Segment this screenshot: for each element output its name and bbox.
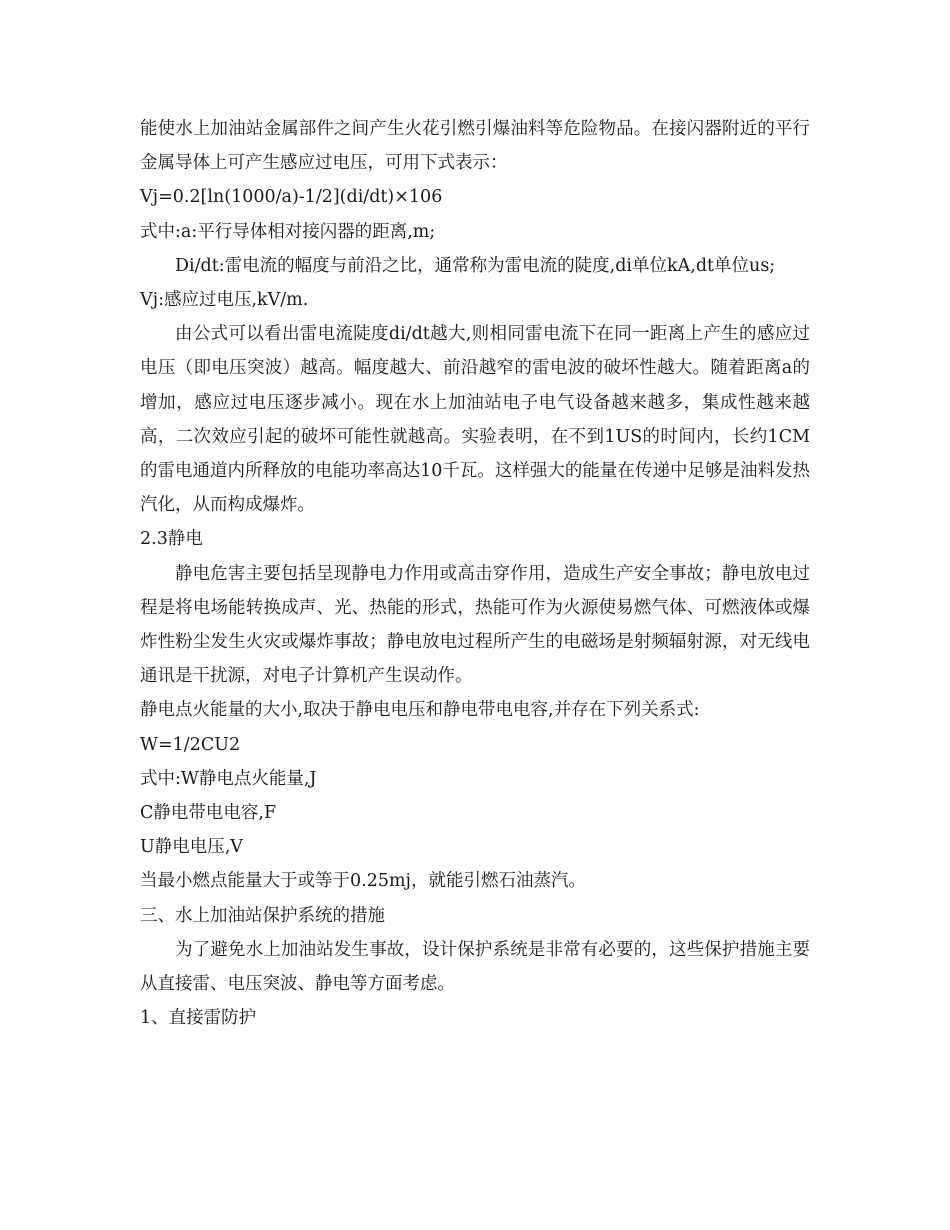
paragraph: 为了避免水上加油站发生事故，设计保护系统是非常有必要的，这些保护措施主要从直接雷、电压突波、静电等方面考虑。 [140,939,810,995]
formula-line: Vj=0.2[ln(1000/a)-1/2](di/dt)×106 [140,187,443,208]
paragraph: 能使水上加油站金属部件之间产生火花引燃引爆油料等危险物品。在接闪器附近的平行金属导体上可产生感应过电压，可用下式表示： [140,119,810,174]
definition-line: C静电带电电容,F [140,803,277,824]
paragraph: 由公式可以看出雷电流陡度di/dt越大,则相同雷电流下在同一距离上产生的感应过电压（即电压突波）越高。幅度越大、前沿越窄的雷电波的破坏性越大。随着距离a的增加，感应过电压逐步减小。现在水上加油站电子电气设备越来越多，集成性越来越高，二次效应引起的破坏可能性就越高。实验表明，在不到1US的时间内，长约1CM的雷电通道内所释放的电能功率高达10千瓦。这样强大的能量在传递中足够是油料发热汽化，从而构成爆炸。 [140,324,810,516]
paragraph: 静电点火能量的大小,取决于静电电压和静电带电电容,并存在下列关系式: [140,700,700,721]
section-heading: 2.3静电 [140,529,203,550]
paragraph: 静电危害主要包括呈现静电力作用或高击穿作用，造成生产安全事故；静电放电过程是将电场能转换成声、光、热能的形式，热能可作为火源使易燃气体、可燃液体或爆炸性粉尘发生火灾或爆炸事故；静电放电过程所产生的电磁场是射频辐射源，对无线电通讯是干扰源，对电子计算机产生误动作。 [140,563,810,687]
document-body [140,112,810,1035]
definition-line: U静电电压,V [140,837,243,858]
definition-line: 式中:W静电点火能量,J [140,768,317,789]
subsection-heading: 1、直接雷防护 [140,1008,257,1029]
definition-paragraph: Di/dt:雷电流的幅度与前沿之比，通常称为雷电流的陡度,di单位kA,dt单位us; [175,255,776,276]
definition-line: 式中:a:平行导体相对接闪器的距离,m; [140,221,436,242]
paragraph: 当最小燃点能量大于或等于0.25mj，就能引燃石油蒸汽。 [140,871,586,892]
definition-line: Vj:感应过电压,kV/m. [140,290,309,311]
formula-line: W=1/2CU2 [140,734,241,755]
chapter-heading: 三、水上加油站保护系统的措施 [140,905,385,926]
